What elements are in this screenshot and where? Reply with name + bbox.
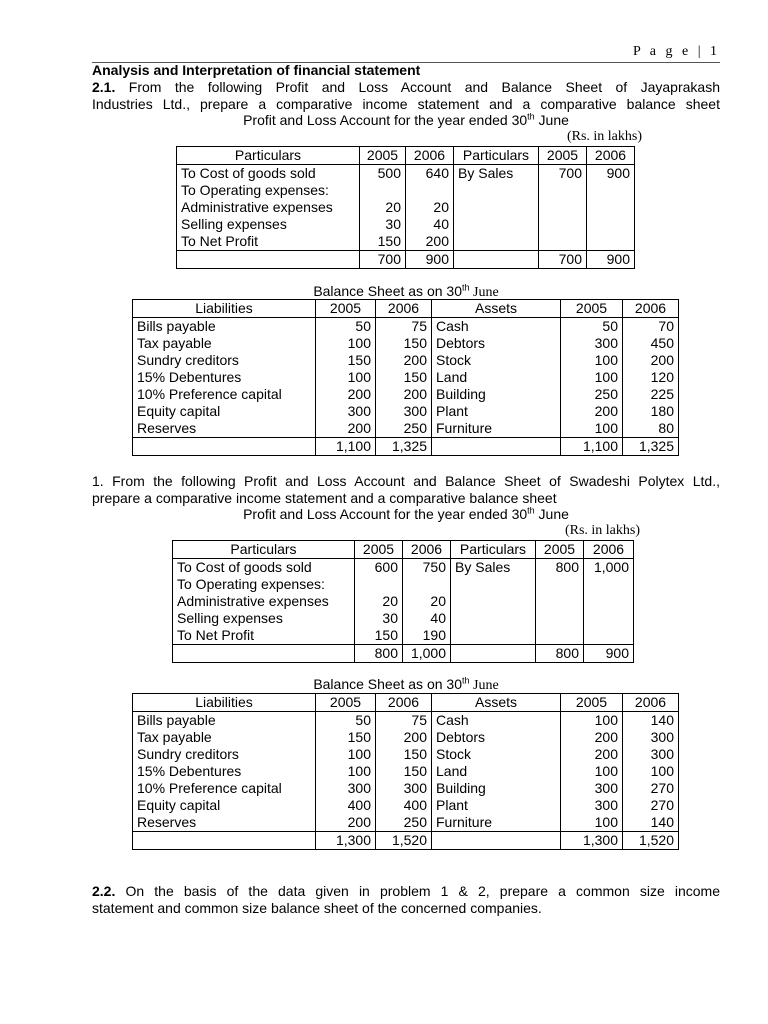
- table-cell: [587, 182, 635, 199]
- table-cell: 1,000: [584, 559, 634, 577]
- table-cell: By Sales: [454, 165, 539, 183]
- table-cell: 50: [561, 318, 623, 336]
- table-row: [173, 610, 634, 627]
- problem-text: On the basis of the data given in problem 1 & 2, prepare a common size income: [115, 883, 720, 899]
- table-cell: 150: [355, 627, 403, 645]
- table-row: [133, 763, 679, 780]
- table-cell: To Net Profit: [177, 233, 360, 251]
- table-cell: [536, 610, 584, 627]
- table-row: [173, 576, 634, 593]
- table-cell: 30: [355, 610, 403, 627]
- table-row: [133, 420, 679, 438]
- column-header: 2005: [355, 541, 403, 559]
- table-row: [133, 780, 679, 797]
- table-cell: 150: [360, 233, 406, 251]
- table-row: [133, 712, 679, 730]
- table-cell: 900: [587, 165, 635, 183]
- table-total-cell: 1,325: [376, 438, 432, 456]
- table-cell: Equity capital: [133, 403, 316, 420]
- bs-title-end: June: [469, 285, 499, 300]
- table-cell: 200: [406, 233, 454, 251]
- table-cell: 100: [316, 763, 376, 780]
- column-header: Assets: [432, 694, 561, 712]
- table-cell: Building: [432, 386, 561, 403]
- table-total-row: [177, 251, 635, 269]
- table-cell: Stock: [432, 746, 561, 763]
- table-cell: 200: [316, 420, 376, 438]
- table-cell: 250: [376, 420, 432, 438]
- table-total-cell: 800: [355, 645, 403, 663]
- column-header: Liabilities: [133, 694, 316, 712]
- pl-title-sup: th: [527, 111, 535, 122]
- table-total-cell: 1,100: [316, 438, 376, 456]
- bs-title-sup: th: [461, 675, 470, 686]
- table-total-cell: [432, 438, 561, 456]
- column-header: 2006: [584, 541, 634, 559]
- table-cell: 250: [376, 814, 432, 832]
- problem-text: From the following Profit and Loss Account and Balance Sheet of Jayaprakash: [115, 79, 720, 95]
- table-row: [177, 233, 635, 251]
- table-cell: [536, 593, 584, 610]
- table-cell: 20: [355, 593, 403, 610]
- table-cell: [360, 182, 406, 199]
- table-cell: 140: [623, 814, 679, 832]
- table-cell: 15% Debentures: [133, 369, 316, 386]
- table-cell: [539, 182, 587, 199]
- column-header: 2006: [406, 147, 454, 165]
- page-number-header: P a g e | 1: [633, 44, 720, 59]
- table-cell: 225: [623, 386, 679, 403]
- table-cell: Debtors: [432, 335, 561, 352]
- table-cell: 200: [376, 386, 432, 403]
- table-cell: [536, 576, 584, 593]
- table-total-cell: [133, 832, 316, 850]
- table-cell: [454, 216, 539, 233]
- table-cell: 400: [316, 797, 376, 814]
- table-row: [133, 369, 679, 386]
- table-total-cell: 1,300: [316, 832, 376, 850]
- table-cell: [584, 610, 634, 627]
- problem-1-line1: 1. From the following Profit and Loss Account and Balance Sheet of Swadeshi Polytex Ltd.,: [92, 473, 720, 489]
- table-cell: 300: [316, 780, 376, 797]
- table-cell: 75: [376, 318, 432, 336]
- table-cell: 270: [623, 797, 679, 814]
- table-cell: [539, 233, 587, 251]
- pl-title-end: June: [534, 112, 569, 128]
- table-total-cell: [177, 251, 360, 269]
- table-total-cell: 1,325: [623, 438, 679, 456]
- table-cell: 20: [403, 593, 451, 610]
- column-header: Liabilities: [133, 300, 316, 318]
- table-cell: 600: [355, 559, 403, 577]
- pl-table-1-wrap: [176, 146, 635, 269]
- table-cell: 150: [316, 729, 376, 746]
- table-total-cell: 700: [360, 251, 406, 269]
- table-cell: 250: [561, 386, 623, 403]
- table-cell: 300: [561, 797, 623, 814]
- table-cell: 640: [406, 165, 454, 183]
- table-cell: 300: [623, 746, 679, 763]
- table-cell: 300: [623, 729, 679, 746]
- table-cell: [539, 199, 587, 216]
- problem-number: 2.1.: [92, 79, 116, 95]
- table-row: [177, 216, 635, 233]
- column-header: 2005: [316, 694, 376, 712]
- column-header: 2006: [403, 541, 451, 559]
- table-row: [173, 627, 634, 645]
- table-total-cell: [173, 645, 355, 663]
- pl-title-text: Profit and Loss Account for the year ended 30: [243, 506, 528, 522]
- table-row: [177, 165, 635, 183]
- table-total-cell: 1,520: [376, 832, 432, 850]
- table-cell: [584, 576, 634, 593]
- document-title: Analysis and Interpretation of financial statement: [92, 62, 421, 78]
- table-cell: 200: [561, 746, 623, 763]
- table-cell: 50: [316, 318, 376, 336]
- table-row: [133, 403, 679, 420]
- pl-title-1: [92, 112, 720, 129]
- table-cell: Building: [432, 780, 561, 797]
- table-cell: 300: [561, 780, 623, 797]
- table-cell: 500: [360, 165, 406, 183]
- table-cell: Debtors: [432, 729, 561, 746]
- column-header: 2006: [376, 300, 432, 318]
- table-header-row: [133, 300, 679, 318]
- table-cell: Selling expenses: [173, 610, 355, 627]
- table-cell: 50: [316, 712, 376, 730]
- table-cell: 80: [623, 420, 679, 438]
- table-cell: To Cost of goods sold: [177, 165, 360, 183]
- table-cell: [355, 576, 403, 593]
- table-cell: 100: [561, 352, 623, 369]
- table-cell: 40: [406, 216, 454, 233]
- table-header-row: [133, 694, 679, 712]
- table-cell: Bills payable: [133, 318, 316, 336]
- bs-title-end: June: [469, 678, 499, 693]
- column-header: Assets: [432, 300, 561, 318]
- table-cell: 15% Debentures: [133, 763, 316, 780]
- table-total-cell: 1,300: [561, 832, 623, 850]
- bs-title-text: Balance Sheet as on 30: [313, 283, 462, 299]
- table-cell: Plant: [432, 797, 561, 814]
- table-cell: Selling expenses: [177, 216, 360, 233]
- table-cell: Tax payable: [133, 335, 316, 352]
- table-cell: 190: [403, 627, 451, 645]
- table-total-cell: [451, 645, 536, 663]
- table-cell: Sundry creditors: [133, 746, 316, 763]
- table-header-row: [173, 541, 634, 559]
- table-cell: 200: [376, 352, 432, 369]
- table-row: [173, 593, 634, 610]
- units-label-1: (Rs. in lakhs): [566, 129, 642, 144]
- column-header: 2005: [561, 694, 623, 712]
- table-row: [133, 318, 679, 336]
- table-cell: Administrative expenses: [173, 593, 355, 610]
- table-cell: 150: [376, 335, 432, 352]
- table-cell: 75: [376, 712, 432, 730]
- table-cell: [587, 216, 635, 233]
- table-cell: To Operating expenses:: [177, 182, 360, 199]
- column-header: 2005: [360, 147, 406, 165]
- table-cell: Furniture: [432, 420, 561, 438]
- column-header: 2005: [536, 541, 584, 559]
- table-cell: Land: [432, 763, 561, 780]
- table-cell: Tax payable: [133, 729, 316, 746]
- column-header: Particulars: [454, 147, 539, 165]
- table-cell: To Cost of goods sold: [173, 559, 355, 577]
- table-cell: 270: [623, 780, 679, 797]
- table-cell: 200: [561, 729, 623, 746]
- table-cell: 800: [536, 559, 584, 577]
- table-total-row: [133, 438, 679, 456]
- table-cell: Furniture: [432, 814, 561, 832]
- table-cell: 20: [360, 199, 406, 216]
- bs-table-1: [132, 299, 679, 456]
- table-cell: By Sales: [451, 559, 536, 577]
- column-header: 2005: [316, 300, 376, 318]
- table-cell: 150: [316, 352, 376, 369]
- problem-2-2-line2: statement and common size balance sheet of the concerned companies.: [92, 900, 542, 916]
- table-row: [177, 199, 635, 216]
- column-header: 2006: [623, 300, 679, 318]
- table-cell: [403, 576, 451, 593]
- table-cell: 200: [316, 814, 376, 832]
- table-cell: To Net Profit: [173, 627, 355, 645]
- table-total-row: [133, 832, 679, 850]
- bs-title-sup: th: [461, 282, 470, 293]
- table-cell: [584, 627, 634, 645]
- table-cell: [451, 576, 536, 593]
- pl-table-2-wrap: [172, 540, 634, 663]
- problem-2-1-line2: Industries Ltd., prepare a comparative income statement and a comparative balance sheet: [92, 96, 720, 112]
- table-cell: Plant: [432, 403, 561, 420]
- table-cell: 300: [316, 403, 376, 420]
- table-cell: 100: [623, 763, 679, 780]
- bs-table-2-wrap: [132, 693, 679, 850]
- table-cell: 150: [376, 763, 432, 780]
- table-row: [133, 352, 679, 369]
- table-cell: Cash: [432, 318, 561, 336]
- table-cell: [454, 182, 539, 199]
- bs-title-2: [92, 676, 720, 694]
- table-cell: Cash: [432, 712, 561, 730]
- table-cell: Reserves: [133, 814, 316, 832]
- bs-table-2: [132, 693, 679, 850]
- table-cell: 20: [406, 199, 454, 216]
- column-header: 2005: [561, 300, 623, 318]
- table-cell: [451, 610, 536, 627]
- table-total-cell: 900: [584, 645, 634, 663]
- table-cell: 30: [360, 216, 406, 233]
- table-cell: 300: [561, 335, 623, 352]
- table-cell: Reserves: [133, 420, 316, 438]
- pl-table-1: [176, 146, 635, 269]
- table-cell: [454, 199, 539, 216]
- table-total-cell: 1,100: [561, 438, 623, 456]
- table-cell: [584, 593, 634, 610]
- table-cell: 100: [316, 335, 376, 352]
- table-cell: [454, 233, 539, 251]
- column-header: 2005: [539, 147, 587, 165]
- problem-number: 2.2.: [92, 883, 116, 899]
- pl-title-2: [92, 506, 720, 523]
- table-cell: 200: [376, 729, 432, 746]
- table-row: [133, 814, 679, 832]
- table-cell: 100: [561, 763, 623, 780]
- table-cell: 300: [376, 780, 432, 797]
- table-cell: Bills payable: [133, 712, 316, 730]
- table-cell: [536, 627, 584, 645]
- table-cell: 150: [376, 369, 432, 386]
- table-cell: [539, 216, 587, 233]
- table-cell: 700: [539, 165, 587, 183]
- table-cell: Administrative expenses: [177, 199, 360, 216]
- column-header: Particulars: [451, 541, 536, 559]
- table-cell: 100: [316, 746, 376, 763]
- table-row: [133, 797, 679, 814]
- table-cell: [451, 593, 536, 610]
- table-cell: 100: [561, 420, 623, 438]
- table-cell: 150: [376, 746, 432, 763]
- table-cell: 180: [623, 403, 679, 420]
- table-cell: [587, 199, 635, 216]
- table-cell: 100: [316, 369, 376, 386]
- table-row: [133, 386, 679, 403]
- table-cell: 200: [561, 403, 623, 420]
- table-cell: Equity capital: [133, 797, 316, 814]
- pl-table-2: [172, 540, 634, 663]
- table-cell: To Operating expenses:: [173, 576, 355, 593]
- pl-title-text: Profit and Loss Account for the year ended 30: [243, 112, 528, 128]
- units-label-2: (Rs. in lakhs): [564, 523, 640, 538]
- table-cell: 200: [316, 386, 376, 403]
- table-total-cell: 1,000: [403, 645, 451, 663]
- table-total-cell: 900: [406, 251, 454, 269]
- table-cell: 140: [623, 712, 679, 730]
- problem-1-line2: prepare a comparative income statement and a comparative balance sheet: [92, 490, 557, 506]
- table-row: [133, 335, 679, 352]
- table-total-cell: 900: [587, 251, 635, 269]
- table-cell: 10% Preference capital: [133, 780, 316, 797]
- table-cell: 400: [376, 797, 432, 814]
- table-cell: 120: [623, 369, 679, 386]
- table-cell: 100: [561, 814, 623, 832]
- table-cell: 40: [403, 610, 451, 627]
- table-cell: 200: [623, 352, 679, 369]
- table-total-cell: [454, 251, 539, 269]
- table-cell: Sundry creditors: [133, 352, 316, 369]
- table-cell: Land: [432, 369, 561, 386]
- table-cell: 10% Preference capital: [133, 386, 316, 403]
- table-total-cell: 700: [539, 251, 587, 269]
- table-total-cell: [133, 438, 316, 456]
- table-row: [133, 746, 679, 763]
- table-total-cell: 1,520: [623, 832, 679, 850]
- problem-2-1-line1: [92, 79, 720, 96]
- column-header: Particulars: [177, 147, 360, 165]
- table-cell: 70: [623, 318, 679, 336]
- table-cell: 300: [376, 403, 432, 420]
- table-cell: 100: [561, 712, 623, 730]
- table-cell: [451, 627, 536, 645]
- table-total-cell: [432, 832, 561, 850]
- bs-table-1-wrap: [132, 299, 679, 456]
- table-cell: [406, 182, 454, 199]
- table-cell: [587, 233, 635, 251]
- table-row: [177, 182, 635, 199]
- table-total-row: [173, 645, 634, 663]
- table-cell: Stock: [432, 352, 561, 369]
- column-header: 2006: [587, 147, 635, 165]
- column-header: Particulars: [173, 541, 355, 559]
- table-header-row: [177, 147, 635, 165]
- column-header: 2006: [376, 694, 432, 712]
- bs-title-text: Balance Sheet as on 30: [313, 676, 462, 692]
- table-total-cell: 800: [536, 645, 584, 663]
- table-cell: 100: [561, 369, 623, 386]
- table-cell: 450: [623, 335, 679, 352]
- pl-title-end: June: [534, 506, 569, 522]
- problem-2-2-line1: [92, 883, 720, 900]
- table-row: [133, 729, 679, 746]
- table-row: [173, 559, 634, 577]
- column-header: 2006: [623, 694, 679, 712]
- table-cell: 750: [403, 559, 451, 577]
- pl-title-sup: th: [527, 505, 535, 516]
